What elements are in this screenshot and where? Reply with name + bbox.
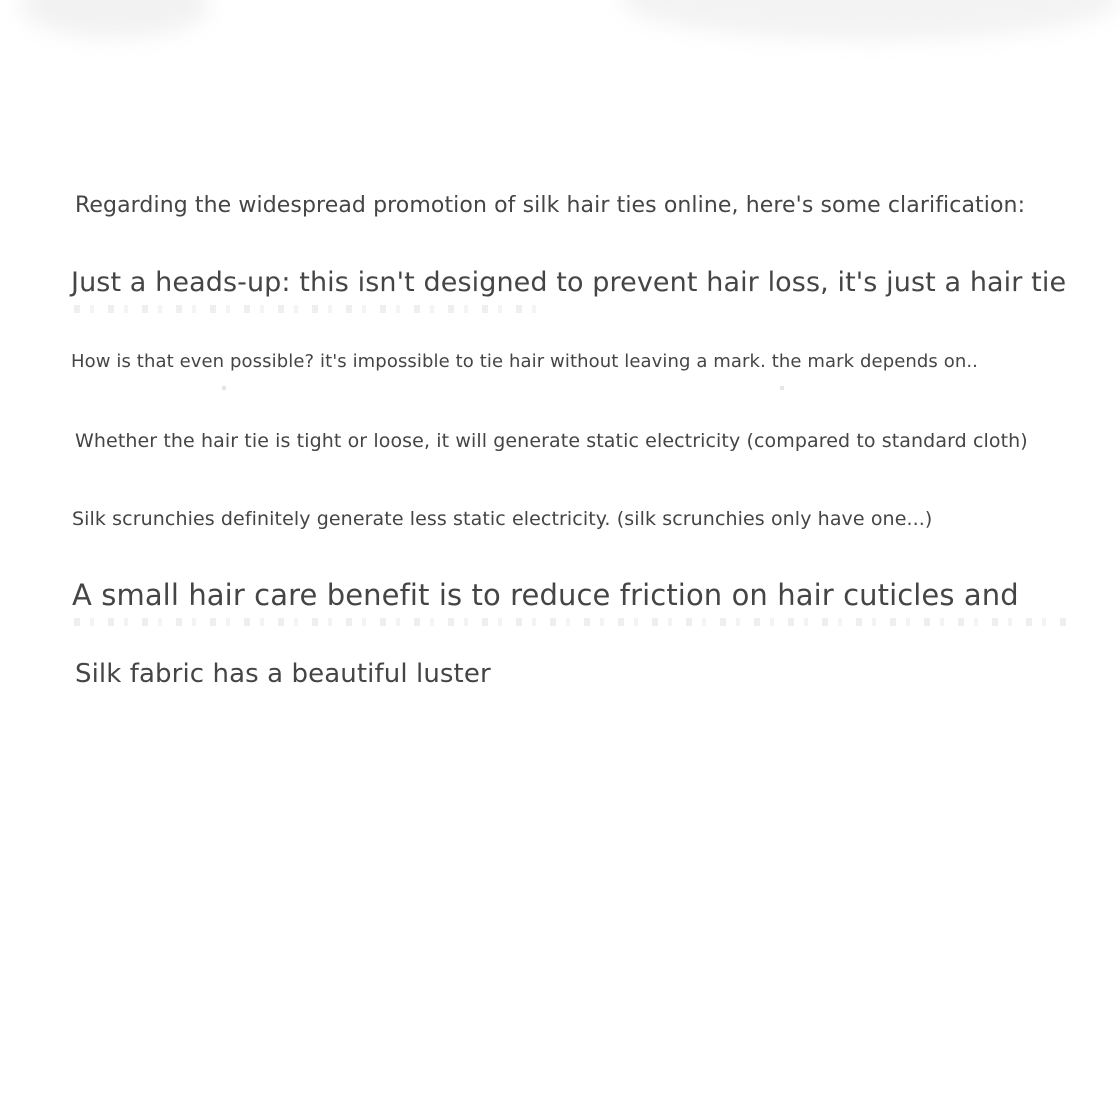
- caption-line-3: How is that even possible? it's impossible to tie hair without leaving a mark. the mark depends on..: [71, 351, 978, 372]
- cropped-text-dot: [780, 386, 784, 390]
- cropped-text-fragment: [74, 618, 1074, 626]
- cropped-text-fragment: [74, 305, 544, 313]
- background-blur-left: [20, 0, 210, 38]
- cropped-text-dot: [222, 386, 226, 390]
- caption-line-2: Just a heads-up: this isn't designed to prevent hair loss, it's just a hair tie: [71, 267, 1067, 298]
- background-blur-right: [620, 0, 1120, 40]
- caption-line-7: Silk fabric has a beautiful luster: [75, 659, 491, 689]
- caption-line-1: Regarding the widespread promotion of silk hair ties online, here's some clarification:: [75, 193, 1026, 218]
- caption-line-5: Silk scrunchies definitely generate less static electricity. (silk scrunchies only have one...): [72, 508, 933, 530]
- caption-line-4: Whether the hair tie is tight or loose, it will generate static electricity (compared to standard cloth): [75, 430, 1028, 452]
- caption-line-6: A small hair care benefit is to reduce friction on hair cuticles and: [72, 578, 1019, 612]
